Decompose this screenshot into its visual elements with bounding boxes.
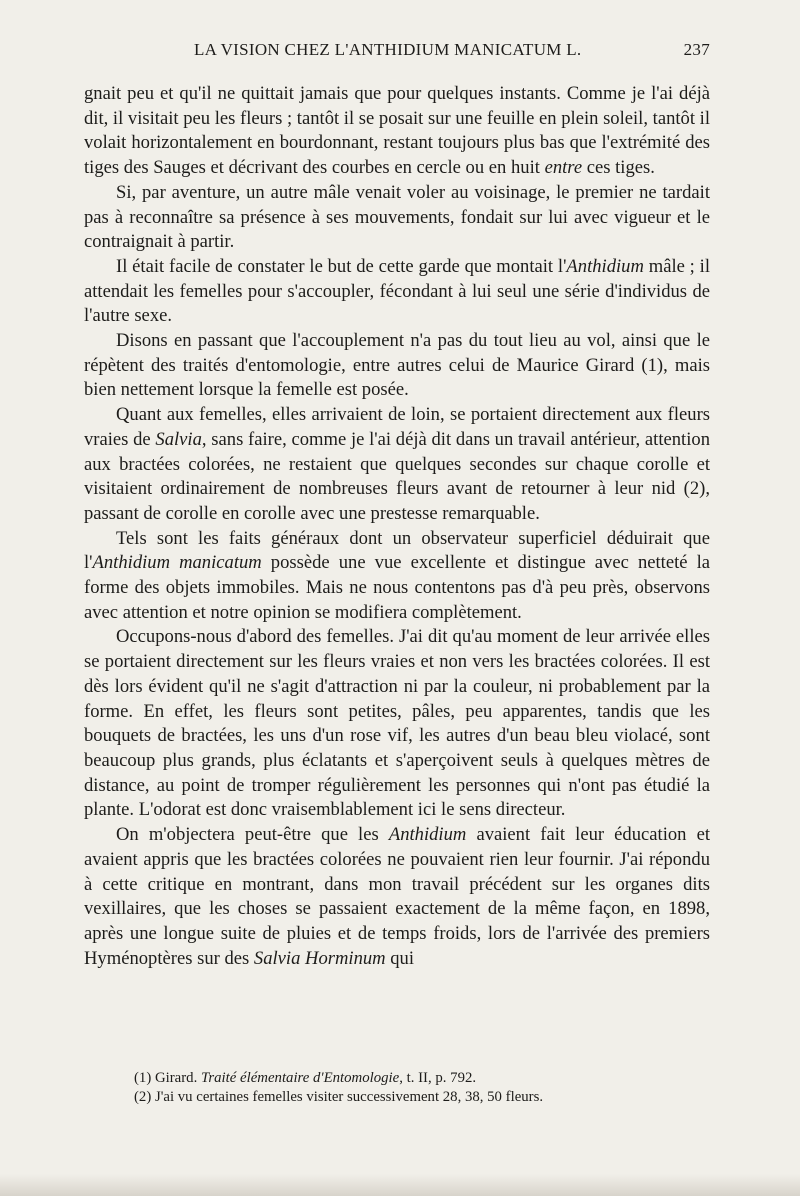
italic-run: entre: [544, 157, 583, 179]
body-text: [84, 82, 710, 971]
paragraph: Occupons-nous d'abord des femelles. J'ai dit qu'au moment de leur arrivée elles se portaient directement sur les fleurs vraies et non vers les bractées colorées. Il est dès lors évident qu'il ne s'agit d'attraction ni par la couleur, ni probablement par la forme. En effet, les fleurs sont petites, pâles, peu apparentes, tandis que les bouquets de bractées, les uns d'un rose vif, les autres d'un beau bleu violacé, sont beaucoup plus grands, plus éclatants et s'aperçoivent seuls à quelques mètres de distance, au point de tromper régulièrement les personnes qui n'ont pas étudié la plante. L'odorat est donc vraisemblablement ici le sens directeur.: [84, 626, 710, 821]
paragraph: Disons en passant que l'accouplement n'a pas du tout lieu au vol, ainsi que le répètent des traités d'entomologie, entre autres celui de Maurice Girard (1), mais bien nettement lorsque la femelle est posée.: [84, 330, 710, 401]
paragraph: Tels sont les faits généraux dont un observateur superficiel déduirait que l'Anthidium manicatum possède une vue excellente et distingue avec netteté la forme des objets immobiles. Mais ne nous contentons pas d'à peu près, observons avec attention et notre opinion se modifiera complètement.: [84, 527, 711, 623]
footnote-1: (1) Girard. Traité élémentaire d'Entomologie, t. II, p. 792.: [134, 1070, 477, 1086]
footnotes: [84, 1069, 710, 1106]
paragraph: Si, par aventure, un autre mâle venait voler au voisinage, le premier ne tardait pas à reconnaître sa présence à ses mouvements, fondait sur lui avec vigueur et le contraignait à partir.: [84, 181, 710, 253]
italic-run: Anthidium manicatum: [92, 552, 262, 574]
italic-run: Anthidium: [388, 824, 467, 846]
paragraph: On m'objectera peut-être que les Anthidium avaient fait leur éducation et avaient appris que les bractées colorées ne pouvaient rien leur fournir. J'ai répondu à cette critique en montrant, dans mon travail précédent sur les organes dits vexillaires, que les choses se passaient exactement de la même façon, en 1898, après une longue suite de pluies et de temps froids, lors de l'arrivée des premiers Hyménoptères sur des Salvia Horminum qui: [84, 824, 710, 969]
page-edge-shadow: [0, 1174, 800, 1196]
paragraph: gnait peu et qu'il ne quittait jamais que pour quelques instants. Comme je l'ai déjà dit, il visitait peu les fleurs ; tantôt il se posait sur une feuille en plein soleil, tantôt il volait horizontalement en bourdonnant, restant toujours plus bas que l'extrémité des tiges des Sauges et décrivant des courbes en cercle ou en huit entre ces tiges.: [84, 83, 710, 179]
running-header: [84, 40, 710, 64]
italic-run: Salvia Horminum: [253, 947, 386, 969]
italic-run: Salvia: [155, 428, 202, 450]
footnote-2: (2) J'ai vu certaines femelles visiter successivement 28, 38, 50 fleurs.: [134, 1088, 544, 1105]
italic-run: Traité élémentaire d'Entomologie: [200, 1070, 400, 1086]
page-number: 237: [683, 40, 710, 59]
italic-run: Anthidium: [566, 255, 644, 277]
paragraph: Il était facile de constater le but de cette garde que montait l'Anthidium mâle ; il attendait les femelles pour s'accoupler, fécondant à lui seul une série d'individus de l'autre sexe.: [84, 255, 710, 327]
running-title: LA VISION CHEZ L'ANTHIDIUM MANICATUM L.: [194, 40, 582, 59]
paragraph: Quant aux femelles, elles arrivaient de loin, se portaient directement aux fleurs vraies de Salvia, sans faire, comme je l'ai déjà dit dans un travail antérieur, attention aux bractées colorées, ne restaient que quelques secondes sur chaque corolle et visitaient ordinairement de nombreuses fleurs avant de retourner à leur nid (2), passant de corolle en corolle avec une prestesse remarquable.: [84, 404, 710, 524]
